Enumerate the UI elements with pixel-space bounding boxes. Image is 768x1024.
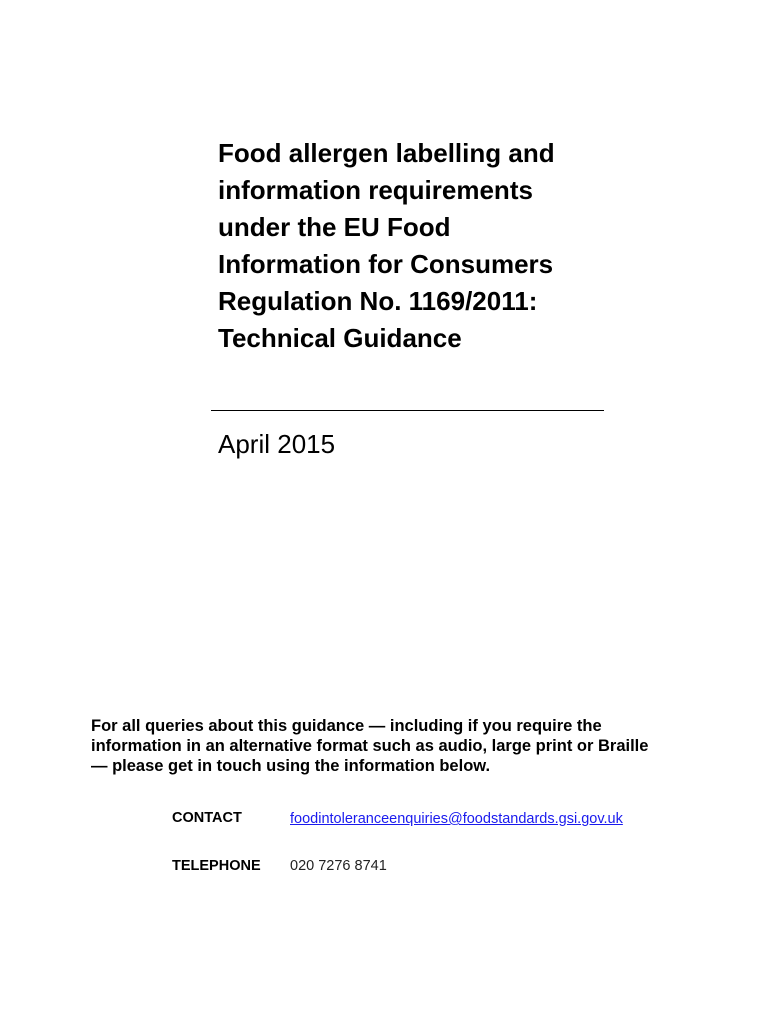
notice-line: information in an alternative format such as audio, large print or Braille [91, 737, 649, 755]
title-line: Information for Consumers [218, 249, 554, 279]
contact-email-link[interactable]: foodintoleranceenquiries@foodstandards.gsi.gov.uk [290, 811, 623, 827]
title-line: information requirements [218, 175, 533, 205]
title-line: Food allergen labelling and [218, 138, 555, 168]
publication-date: April 2015 [218, 429, 336, 459]
notice-line: — please get in touch using the information below. [91, 757, 491, 775]
document-title [218, 135, 638, 357]
title-line: under the EU Food [218, 212, 451, 242]
notice-line: For all queries about this guidance — including if you require the [91, 717, 602, 735]
queries-notice [91, 716, 731, 776]
contact-label: CONTACT [172, 810, 242, 826]
telephone-label: TELEPHONE [172, 858, 261, 874]
title-divider [211, 410, 604, 411]
title-line: Technical Guidance [218, 323, 462, 353]
title-line: Regulation No. 1169/2011: [218, 286, 538, 316]
telephone-number: 020 7276 8741 [290, 858, 387, 874]
